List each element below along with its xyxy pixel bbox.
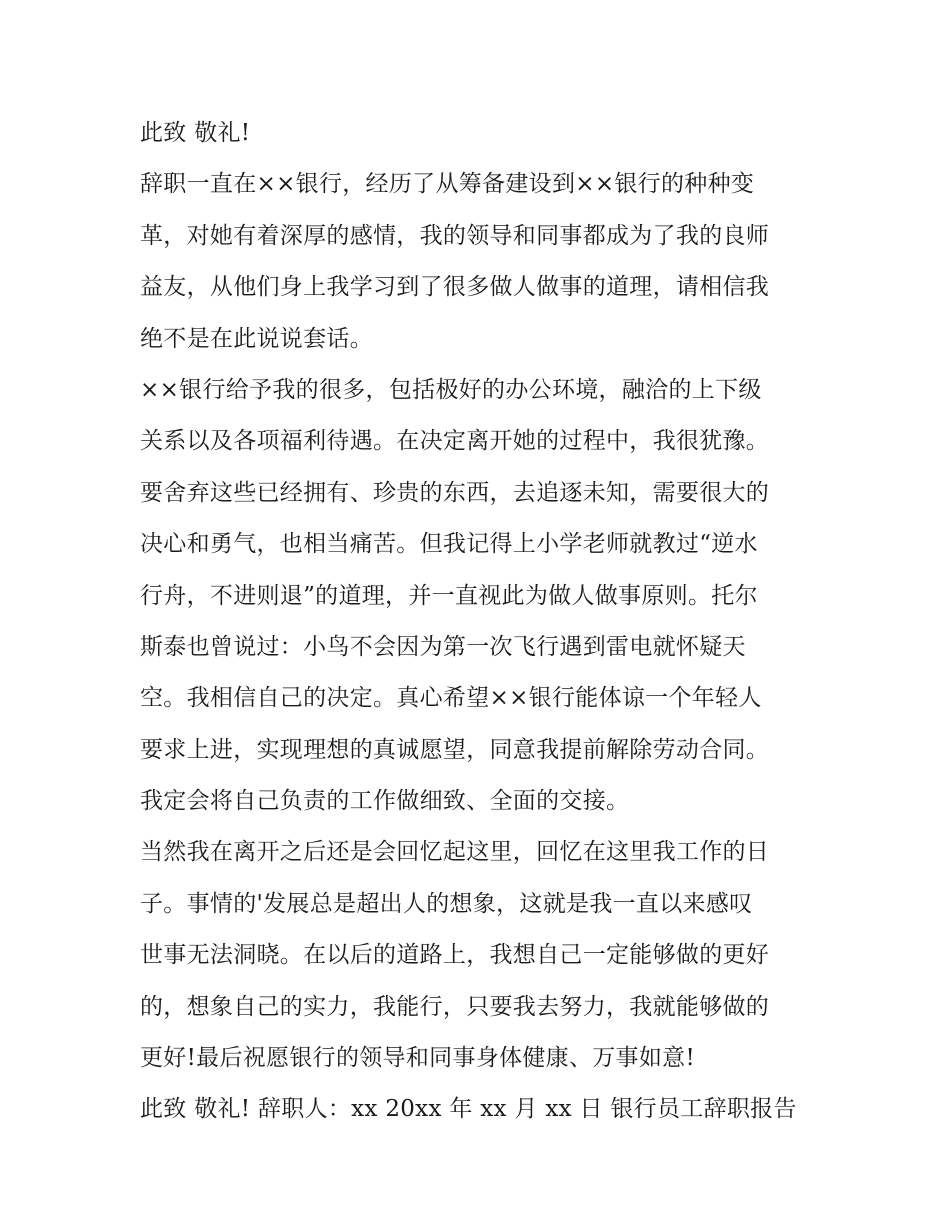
text-line: 要求上进，实现理想的真诚愿望，同意我提前解除劳动合同。 [140,736,770,763]
text-line: 益友，从他们身上我学习到了很多做人做事的道理，请相信我 [140,274,770,301]
text-line: 革，对她有着深厚的感情，我的领导和同事都成为了我的良师 [140,222,770,249]
text-line: 斯泰也曾说过：小鸟不会因为第一次飞行遇到雷电就怀疑天 [140,633,746,660]
text-line: 要舍弃这些已经拥有、珍贵的东西，去追逐未知，需要很大的 [140,479,770,506]
text-line: 空。我相信自己的决定。真心希望××银行能体谅一个年轻人 [140,685,762,712]
text-line: 当然我在离开之后还是会回忆起这里，回忆在这里我工作的日 [140,839,770,866]
letter-body [140,108,820,1136]
text-line: 子。事情的'发展总是超出人的想象，这就是我一直以来感叹 [140,890,753,917]
text-line: 绝不是在此说说套话。 [140,325,373,352]
text-line: 我定会将自己负责的工作做细致、全面的交接。 [140,788,630,815]
text-line: 辞职一直在××银行，经历了从筹备建设到××银行的种种变 [140,171,755,198]
text-line: 此致 敬礼! [140,120,251,146]
text-line: 更好!最后祝愿银行的领导和同事身体健康、万事如意! [140,1045,695,1072]
text-line: 关系以及各项福利待遇。在决定离开她的过程中，我很犹豫。 [140,428,770,455]
text-line: 行舟，不进则退”的道理，并一直视此为做人做事原则。托尔 [140,582,758,609]
text-line: 的，想象自己的实力，我能行，只要我去努力，我就能够做的 [140,993,770,1020]
text-line: 世事无法洞晓。在以后的道路上，我想自己一定能够做的更好 [140,942,770,969]
text-line: ××银行给予我的很多，包括极好的办公环境，融洽的上下级 [140,376,762,403]
signature-line: 此致 敬礼! 辞职人：xx 20xx 年 xx 月 xx 日 银行员工辞职报告 [140,1096,797,1123]
text-line: 决心和勇气，也相当痛苦。但我记得上小学老师就教过“逆水 [140,531,758,558]
